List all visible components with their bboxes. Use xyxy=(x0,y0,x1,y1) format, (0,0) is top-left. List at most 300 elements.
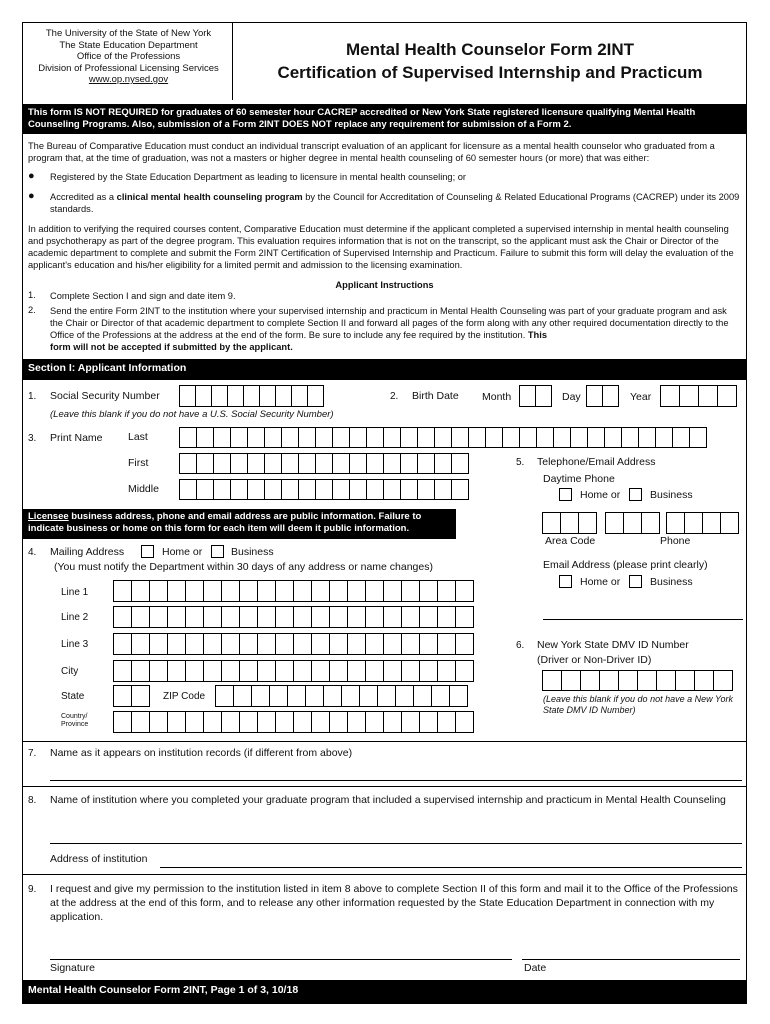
agency-line: The State Education Department xyxy=(59,39,198,51)
char-box[interactable] xyxy=(451,427,469,448)
char-box[interactable] xyxy=(221,580,240,602)
char-box[interactable] xyxy=(257,660,276,682)
char-box[interactable] xyxy=(365,711,384,733)
last-name-field[interactable] xyxy=(180,427,707,448)
birth-month-field[interactable] xyxy=(520,385,552,407)
char-box[interactable] xyxy=(434,453,452,474)
char-box[interactable] xyxy=(275,606,294,628)
char-box[interactable] xyxy=(401,660,420,682)
char-box[interactable] xyxy=(578,512,597,534)
email-line[interactable] xyxy=(543,619,743,620)
char-box[interactable] xyxy=(332,427,350,448)
char-box[interactable] xyxy=(637,670,657,691)
char-box[interactable] xyxy=(264,479,282,500)
char-box[interactable] xyxy=(419,580,438,602)
char-box[interactable] xyxy=(113,633,132,655)
char-box[interactable] xyxy=(185,580,204,602)
char-box[interactable] xyxy=(195,385,212,407)
char-box[interactable] xyxy=(455,660,474,682)
char-box[interactable] xyxy=(230,479,248,500)
char-box[interactable] xyxy=(275,385,292,407)
char-box[interactable] xyxy=(221,606,240,628)
char-box[interactable] xyxy=(366,427,384,448)
char-box[interactable] xyxy=(227,385,244,407)
char-box[interactable] xyxy=(437,633,456,655)
phone-number-label: Phone xyxy=(660,535,691,547)
middle-name-label: Middle xyxy=(128,483,159,495)
year-label: Year xyxy=(630,391,652,403)
char-box[interactable] xyxy=(349,479,367,500)
bullet-text xyxy=(50,191,740,215)
char-box[interactable] xyxy=(196,453,214,474)
institution-address-line[interactable] xyxy=(160,867,742,868)
ssn-note: (Leave this blank if you do not have a U.S. Social Security Number) xyxy=(50,409,334,420)
char-box[interactable] xyxy=(315,479,333,500)
char-box[interactable] xyxy=(417,427,435,448)
char-box[interactable] xyxy=(230,427,248,448)
char-box[interactable] xyxy=(365,580,384,602)
char-box[interactable] xyxy=(536,427,554,448)
char-box[interactable] xyxy=(275,580,294,602)
char-box[interactable] xyxy=(203,606,222,628)
char-box[interactable] xyxy=(349,427,367,448)
instruction-1: Complete Section I and sign and date item 9. xyxy=(50,291,236,301)
char-box[interactable] xyxy=(623,512,642,534)
signature-line[interactable] xyxy=(50,959,512,960)
char-box[interactable] xyxy=(221,633,240,655)
char-box[interactable] xyxy=(702,512,721,534)
char-box[interactable] xyxy=(149,633,168,655)
bullet-text: Registered by the State Education Department as leading to licensure in mental health counseling; or xyxy=(50,172,467,182)
char-box[interactable] xyxy=(329,660,348,682)
char-box[interactable] xyxy=(257,633,276,655)
char-box[interactable] xyxy=(239,580,258,602)
char-box[interactable] xyxy=(383,711,402,733)
char-box[interactable] xyxy=(213,479,231,500)
char-box[interactable] xyxy=(257,580,276,602)
item-number: 4. xyxy=(28,547,37,558)
char-box[interactable] xyxy=(535,385,552,407)
char-box[interactable] xyxy=(329,606,348,628)
char-box[interactable] xyxy=(437,711,456,733)
char-box[interactable] xyxy=(213,453,231,474)
char-box[interactable] xyxy=(131,580,150,602)
char-box[interactable] xyxy=(417,453,435,474)
char-box[interactable] xyxy=(347,711,366,733)
char-box[interactable] xyxy=(311,633,330,655)
zip-field[interactable] xyxy=(216,685,468,707)
char-box[interactable] xyxy=(604,427,622,448)
month-label: Month xyxy=(482,391,512,403)
char-box[interactable] xyxy=(293,633,312,655)
mail-business-checkbox[interactable] xyxy=(211,545,224,558)
char-box[interactable] xyxy=(167,660,186,682)
phone-email-label: Telephone/Email Address xyxy=(537,456,656,468)
char-box[interactable] xyxy=(359,685,378,707)
section-divider xyxy=(22,874,747,875)
char-box[interactable] xyxy=(694,670,714,691)
dmv-id-field[interactable] xyxy=(543,670,733,691)
char-box[interactable] xyxy=(383,453,401,474)
char-box[interactable] xyxy=(311,580,330,602)
char-box[interactable] xyxy=(605,512,624,534)
date-line[interactable] xyxy=(522,959,740,960)
char-box[interactable] xyxy=(347,633,366,655)
char-box[interactable] xyxy=(570,427,588,448)
zip-label: ZIP Code xyxy=(163,691,206,702)
agency-line: Office of the Professions xyxy=(76,51,181,62)
char-box[interactable] xyxy=(560,512,579,534)
char-box[interactable] xyxy=(203,711,222,733)
char-box[interactable] xyxy=(329,633,348,655)
licensee-notice xyxy=(22,509,456,539)
middle-name-field[interactable] xyxy=(180,479,469,500)
char-box[interactable] xyxy=(621,427,639,448)
first-name-field[interactable] xyxy=(180,453,469,474)
char-box[interactable] xyxy=(179,427,197,448)
char-box[interactable] xyxy=(311,711,330,733)
char-box[interactable] xyxy=(275,711,294,733)
char-box[interactable] xyxy=(233,685,252,707)
char-box[interactable] xyxy=(383,580,402,602)
char-box[interactable] xyxy=(179,453,197,474)
char-box[interactable] xyxy=(401,580,420,602)
char-box[interactable] xyxy=(257,711,276,733)
char-box[interactable] xyxy=(383,606,402,628)
char-box[interactable] xyxy=(269,685,288,707)
institution-records-name-line[interactable] xyxy=(50,780,742,781)
char-box[interactable] xyxy=(185,606,204,628)
char-box[interactable] xyxy=(291,385,308,407)
home-or-label: Home or xyxy=(162,546,203,558)
char-box[interactable] xyxy=(179,479,197,500)
char-box[interactable] xyxy=(561,670,581,691)
first-name-label: First xyxy=(128,457,149,469)
char-box[interactable] xyxy=(400,479,418,500)
char-box[interactable] xyxy=(179,385,196,407)
area-code-field[interactable] xyxy=(543,512,597,534)
item-number: 2. xyxy=(390,391,399,402)
char-box[interactable] xyxy=(599,670,619,691)
char-box[interactable] xyxy=(455,711,474,733)
char-box[interactable] xyxy=(675,670,695,691)
country-field[interactable] xyxy=(114,711,474,733)
char-box[interactable] xyxy=(341,685,360,707)
char-box[interactable] xyxy=(419,660,438,682)
email-home-checkbox[interactable] xyxy=(559,575,572,588)
business-label: Business xyxy=(231,546,274,558)
address-line2-field[interactable] xyxy=(114,606,474,628)
char-box[interactable] xyxy=(203,660,222,682)
char-box[interactable] xyxy=(451,453,469,474)
char-box[interactable] xyxy=(131,660,150,682)
item-number: 1. xyxy=(28,391,37,402)
char-box[interactable] xyxy=(383,479,401,500)
home-or-label: Home or xyxy=(580,576,621,588)
char-box[interactable] xyxy=(638,427,656,448)
char-box[interactable] xyxy=(365,660,384,682)
char-box[interactable] xyxy=(247,453,265,474)
section-1-header: Section I: Applicant Information xyxy=(22,359,747,380)
char-box[interactable] xyxy=(311,660,330,682)
char-box[interactable] xyxy=(113,660,132,682)
char-box[interactable] xyxy=(502,427,520,448)
char-box[interactable] xyxy=(437,580,456,602)
char-box[interactable] xyxy=(113,685,132,707)
char-box[interactable] xyxy=(298,453,316,474)
char-box[interactable] xyxy=(149,580,168,602)
char-box[interactable] xyxy=(413,685,432,707)
char-box[interactable] xyxy=(332,453,350,474)
char-box[interactable] xyxy=(347,580,366,602)
char-box[interactable] xyxy=(672,427,690,448)
char-box[interactable] xyxy=(281,453,299,474)
char-box[interactable] xyxy=(580,670,600,691)
char-box[interactable] xyxy=(383,660,402,682)
char-box[interactable] xyxy=(315,427,333,448)
char-box[interactable] xyxy=(239,633,258,655)
char-box[interactable] xyxy=(298,427,316,448)
birth-day-field[interactable] xyxy=(587,385,619,407)
char-box[interactable] xyxy=(298,479,316,500)
char-box[interactable] xyxy=(329,580,348,602)
char-box[interactable] xyxy=(239,606,258,628)
char-box[interactable] xyxy=(167,633,186,655)
permission-text: I request and give my permission to the institution listed in item 8 above to complete Section II of this form and mail it to the Office of the Professions at the address at the end of this form, and to release any other information requested by the State Education Department in connection with my application. xyxy=(50,883,738,923)
char-box[interactable] xyxy=(275,633,294,655)
char-box[interactable] xyxy=(365,606,384,628)
char-box[interactable] xyxy=(401,633,420,655)
char-box[interactable] xyxy=(113,711,132,733)
char-box[interactable] xyxy=(542,512,561,534)
instruction-2 xyxy=(50,305,740,353)
char-box[interactable] xyxy=(679,385,699,407)
last-name-label: Last xyxy=(128,431,148,443)
bullet-icon: ● xyxy=(28,170,35,182)
char-box[interactable] xyxy=(185,660,204,682)
char-box[interactable] xyxy=(660,385,680,407)
line3-label: Line 3 xyxy=(61,639,89,650)
char-box[interactable] xyxy=(293,711,312,733)
char-box[interactable] xyxy=(434,427,452,448)
ssn-label: Social Security Number xyxy=(50,390,160,402)
char-box[interactable] xyxy=(259,385,276,407)
char-box[interactable] xyxy=(196,427,214,448)
char-box[interactable] xyxy=(383,633,402,655)
char-box[interactable] xyxy=(401,711,420,733)
char-box[interactable] xyxy=(131,606,150,628)
agency-line: Division of Professional Licensing Services xyxy=(38,62,219,74)
char-box[interactable] xyxy=(366,479,384,500)
phone-line-field[interactable] xyxy=(667,512,739,534)
char-box[interactable] xyxy=(455,633,474,655)
phone-business-checkbox[interactable] xyxy=(629,488,642,501)
char-box[interactable] xyxy=(149,660,168,682)
char-box[interactable] xyxy=(519,385,536,407)
char-box[interactable] xyxy=(451,479,469,500)
licensee-text: business address, phone and email address are public information. Failure to indicate business or home on this form for each item will deem it public information. xyxy=(28,511,422,534)
char-box[interactable] xyxy=(713,670,733,691)
char-box[interactable] xyxy=(131,685,150,707)
char-box[interactable] xyxy=(419,606,438,628)
char-box[interactable] xyxy=(449,685,468,707)
char-box[interactable] xyxy=(221,660,240,682)
char-box[interactable] xyxy=(215,685,234,707)
char-box[interactable] xyxy=(281,479,299,500)
char-box[interactable] xyxy=(149,711,168,733)
char-box[interactable] xyxy=(149,606,168,628)
char-box[interactable] xyxy=(167,580,186,602)
char-box[interactable] xyxy=(221,711,240,733)
char-box[interactable] xyxy=(167,606,186,628)
instruction-number: 2. xyxy=(28,305,36,315)
char-box[interactable] xyxy=(655,427,673,448)
char-box[interactable] xyxy=(419,711,438,733)
char-box[interactable] xyxy=(203,580,222,602)
char-box[interactable] xyxy=(293,606,312,628)
state-field[interactable] xyxy=(114,685,150,707)
ssn-field[interactable] xyxy=(180,385,324,407)
agency-line: The University of the State of New York xyxy=(45,28,212,39)
char-box[interactable] xyxy=(618,670,638,691)
char-box[interactable] xyxy=(311,606,330,628)
char-box[interactable] xyxy=(553,427,571,448)
address-line3-field[interactable] xyxy=(114,633,474,655)
char-box[interactable] xyxy=(468,427,486,448)
mail-home-checkbox[interactable] xyxy=(141,545,154,558)
char-box[interactable] xyxy=(366,453,384,474)
char-box[interactable] xyxy=(239,660,258,682)
char-box[interactable] xyxy=(417,479,435,500)
char-box[interactable] xyxy=(332,479,350,500)
char-box[interactable] xyxy=(401,606,420,628)
char-box[interactable] xyxy=(717,385,737,407)
char-box[interactable] xyxy=(243,385,260,407)
city-label: City xyxy=(61,666,79,677)
char-box[interactable] xyxy=(196,479,214,500)
char-box[interactable] xyxy=(419,633,438,655)
char-box[interactable] xyxy=(347,660,366,682)
char-box[interactable] xyxy=(287,685,306,707)
char-box[interactable] xyxy=(203,633,222,655)
char-box[interactable] xyxy=(602,385,619,407)
char-box[interactable] xyxy=(315,453,333,474)
print-name-label: Print Name xyxy=(50,432,103,444)
char-box[interactable] xyxy=(131,633,150,655)
char-box[interactable] xyxy=(641,512,660,534)
char-box[interactable] xyxy=(519,427,537,448)
business-label: Business xyxy=(650,489,693,501)
char-box[interactable] xyxy=(185,633,204,655)
char-box[interactable] xyxy=(400,427,418,448)
char-box[interactable] xyxy=(247,479,265,500)
char-box[interactable] xyxy=(305,685,324,707)
country-label xyxy=(61,713,88,729)
char-box[interactable] xyxy=(113,580,132,602)
char-box[interactable] xyxy=(377,685,396,707)
char-box[interactable] xyxy=(455,606,474,628)
daytime-phone-label: Daytime Phone xyxy=(543,473,615,485)
char-box[interactable] xyxy=(275,660,294,682)
city-field[interactable] xyxy=(114,660,474,682)
char-box[interactable] xyxy=(684,512,703,534)
char-box[interactable] xyxy=(211,385,228,407)
char-box[interactable] xyxy=(395,685,414,707)
char-box[interactable] xyxy=(293,660,312,682)
section-divider xyxy=(22,786,747,787)
char-box[interactable] xyxy=(434,479,452,500)
char-box[interactable] xyxy=(455,580,474,602)
char-box[interactable] xyxy=(720,512,739,534)
phone-home-checkbox[interactable] xyxy=(559,488,572,501)
char-box[interactable] xyxy=(383,427,401,448)
section-divider xyxy=(22,741,747,742)
signature-label: Signature xyxy=(50,962,95,974)
birth-year-field[interactable] xyxy=(661,385,737,407)
char-box[interactable] xyxy=(365,633,384,655)
address-line1-field[interactable] xyxy=(114,580,474,602)
char-box[interactable] xyxy=(666,512,685,534)
char-box[interactable] xyxy=(257,606,276,628)
dmv-sublabel: (Driver or Non-Driver ID) xyxy=(537,654,652,666)
email-business-checkbox[interactable] xyxy=(629,575,642,588)
char-box[interactable] xyxy=(239,711,258,733)
char-box[interactable] xyxy=(264,453,282,474)
char-box[interactable] xyxy=(349,453,367,474)
char-box[interactable] xyxy=(689,427,707,448)
char-box[interactable] xyxy=(247,427,265,448)
char-box[interactable] xyxy=(113,606,132,628)
phone-prefix-field[interactable] xyxy=(606,512,660,534)
intro-paragraph: The Bureau of Comparative Education must conduct an individual transcript evaluation of an applicant for licensure as a mental health counselor who graduated from a program that, at the time of graduation, was not a masters or higher degree in mental health counseling of 60 semester hours (or more) that was either: xyxy=(28,141,715,163)
char-box[interactable] xyxy=(400,453,418,474)
char-box[interactable] xyxy=(586,385,603,407)
char-box[interactable] xyxy=(230,453,248,474)
business-label: Business xyxy=(650,576,693,588)
char-box[interactable] xyxy=(329,711,348,733)
website-link[interactable]: www.op.nysed.gov xyxy=(88,74,169,85)
char-box[interactable] xyxy=(347,606,366,628)
char-box[interactable] xyxy=(185,711,204,733)
char-box[interactable] xyxy=(131,711,150,733)
dmv-label: New York State DMV ID Number xyxy=(537,639,689,651)
char-box[interactable] xyxy=(281,427,299,448)
char-box[interactable] xyxy=(587,427,605,448)
char-box[interactable] xyxy=(656,670,676,691)
char-box[interactable] xyxy=(264,427,282,448)
institution-line[interactable] xyxy=(50,843,742,844)
instructions-title: Applicant Instructions xyxy=(335,280,434,290)
licensee-word: Licensee xyxy=(28,511,69,522)
char-box[interactable] xyxy=(698,385,718,407)
char-box[interactable] xyxy=(251,685,270,707)
char-box[interactable] xyxy=(307,385,324,407)
char-box[interactable] xyxy=(542,670,562,691)
char-box[interactable] xyxy=(437,660,456,682)
char-box[interactable] xyxy=(485,427,503,448)
char-box[interactable] xyxy=(213,427,231,448)
home-or-label: Home or xyxy=(580,489,621,501)
char-box[interactable] xyxy=(437,606,456,628)
char-box[interactable] xyxy=(323,685,342,707)
form-title xyxy=(233,38,747,84)
char-box[interactable] xyxy=(431,685,450,707)
char-box[interactable] xyxy=(167,711,186,733)
char-box[interactable] xyxy=(293,580,312,602)
country-label-line: Country/ xyxy=(61,713,88,720)
bullet-text-part: Accredited as a xyxy=(50,192,117,202)
institution-label: Name of institution where you completed your graduate program that included a supervised internship and practicum in Mental Health Counseling xyxy=(50,794,726,806)
